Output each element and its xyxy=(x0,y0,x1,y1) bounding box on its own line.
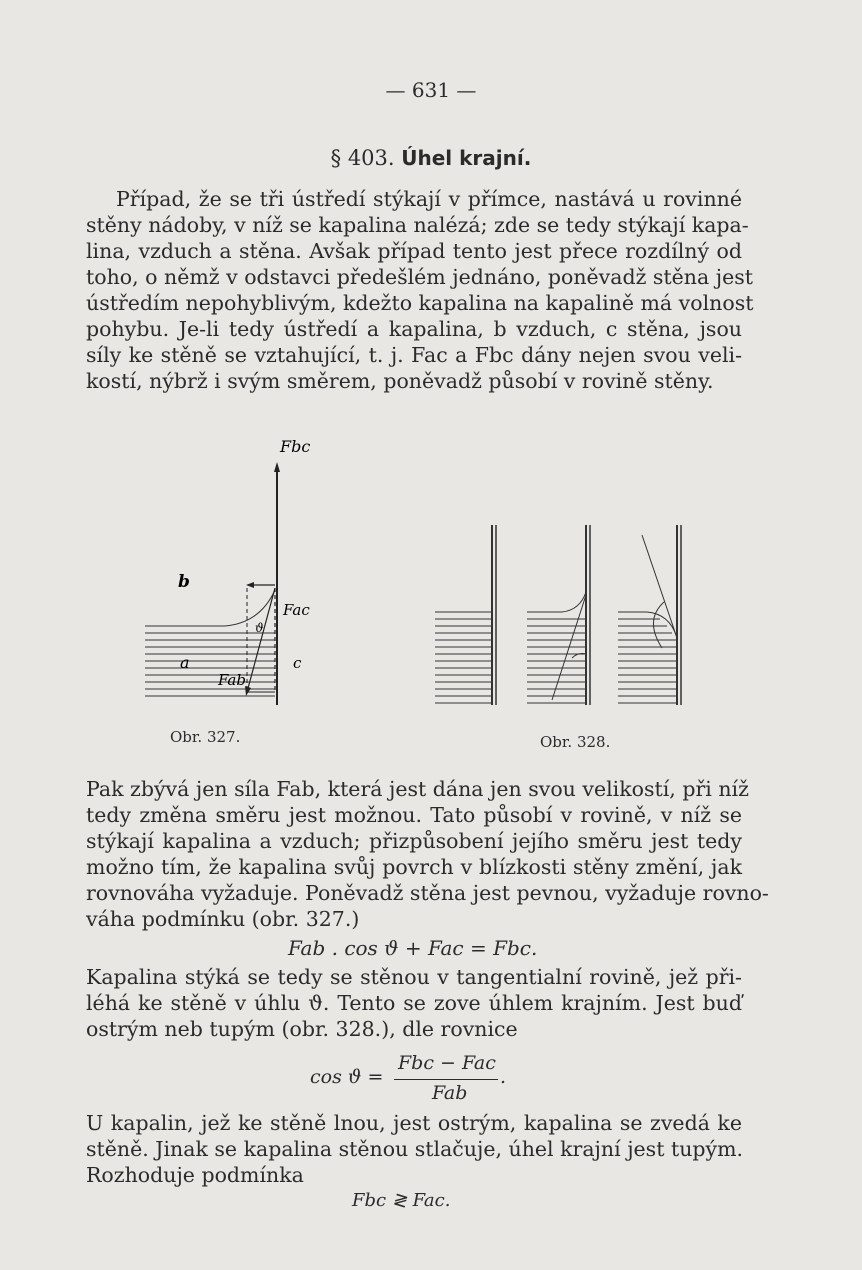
text-line: tedy změna směru jest možnou. Tato působí v rovině, v níž se xyxy=(86,803,742,827)
label-c: c xyxy=(293,654,302,672)
text-line: možno tím, že kapalina svůj povrch v blízkosti stěny změní, jak xyxy=(86,855,742,879)
section-title: Úhel krajní. xyxy=(401,146,532,170)
equation-2-lhs: cos ϑ = xyxy=(310,1066,384,1088)
paragraph-1 xyxy=(86,186,754,394)
text-line: pohybu. Je-li tedy ústředí a kapalina, b vzduch, c stěna, jsou xyxy=(86,317,742,341)
equation-2-tail: . xyxy=(500,1066,507,1088)
text-line: stěny nádoby, v níž se kapalina nalézá; zde se tedy stýkají kapa- xyxy=(86,213,749,237)
text-line: Případ, že se tři ústředí stýkají v přímce, nastává u rovinné xyxy=(116,187,742,211)
paragraph-4 xyxy=(86,1110,742,1188)
paragraph-2 xyxy=(86,776,769,932)
equation-3: Fbc ≷ Fac. xyxy=(352,1190,451,1211)
label-fab: Fab xyxy=(218,671,246,689)
text-line: kostí, nýbrž i svým směrem, poněvadž působí v rovině stěny. xyxy=(86,369,714,393)
figure-327 xyxy=(130,430,330,710)
paragraph-3 xyxy=(86,964,742,1042)
text-line: síly ke stěně se vztahující, t. j. Fac a Fbc dány nejen svou veli- xyxy=(86,343,742,367)
label-theta: ϑ xyxy=(255,621,264,635)
text-line: Pak zbývá jen síla Fab, která jest dána jen svou velikostí, při níž xyxy=(86,777,749,801)
section-symbol: § 403. xyxy=(330,146,395,170)
label-fac: Fac xyxy=(283,601,310,619)
text-line: Rozhoduje podmínka xyxy=(86,1163,304,1187)
equation-2-denominator: Fab xyxy=(432,1082,468,1104)
text-line: ústředím nepohyblivým, kdežto kapalina na kapalině má volnost xyxy=(86,291,754,315)
fraction-bar xyxy=(394,1079,498,1080)
text-line: ostrým neb tupým (obr. 328.), dle rovnice xyxy=(86,1017,518,1041)
page-number: — 631 — xyxy=(385,78,477,102)
text-line: stěně. Jinak se kapalina stěnou stlačuje, úhel krajní jest tupým. xyxy=(86,1137,744,1161)
caption-328: Obr. 328. xyxy=(540,733,611,751)
label-fbc: Fbc xyxy=(280,437,311,456)
text-line: Kapalina stýká se tedy se stěnou v tangentialní rovině, jež při- xyxy=(86,965,742,989)
label-a: a xyxy=(180,653,190,672)
text-line: rovnováha vyžaduje. Poněvadž stěna jest pevnou, vyžaduje rovno- xyxy=(86,881,769,905)
text-line: váha podmínku (obr. 327.) xyxy=(86,907,360,931)
section-heading xyxy=(0,146,862,170)
text-line: lina, vzduch a stěna. Avšak případ tento jest přece rozdílný od xyxy=(86,239,742,263)
caption-327: Obr. 327. xyxy=(170,728,241,746)
text-line: stýkají kapalina a vzduch; přizpůsobení jejího směru jest tedy xyxy=(86,829,742,853)
text-line: toho, o němž v odstavci předešlém jednáno, poněvadž stěna jest xyxy=(86,265,753,289)
text-line: léhá ke stěně v úhlu ϑ. Tento se zove úhlem krajním. Jest buď xyxy=(86,991,742,1015)
figure-328 xyxy=(432,520,692,710)
text-line: U kapalin, jež ke stěně lnou, jest ostrým, kapalina se zvedá ke xyxy=(86,1111,742,1135)
equation-2-numerator: Fbc − Fac xyxy=(398,1052,496,1074)
equation-1: Fab . cos ϑ + Fac = Fbc. xyxy=(288,936,538,960)
label-b: b xyxy=(178,572,190,592)
